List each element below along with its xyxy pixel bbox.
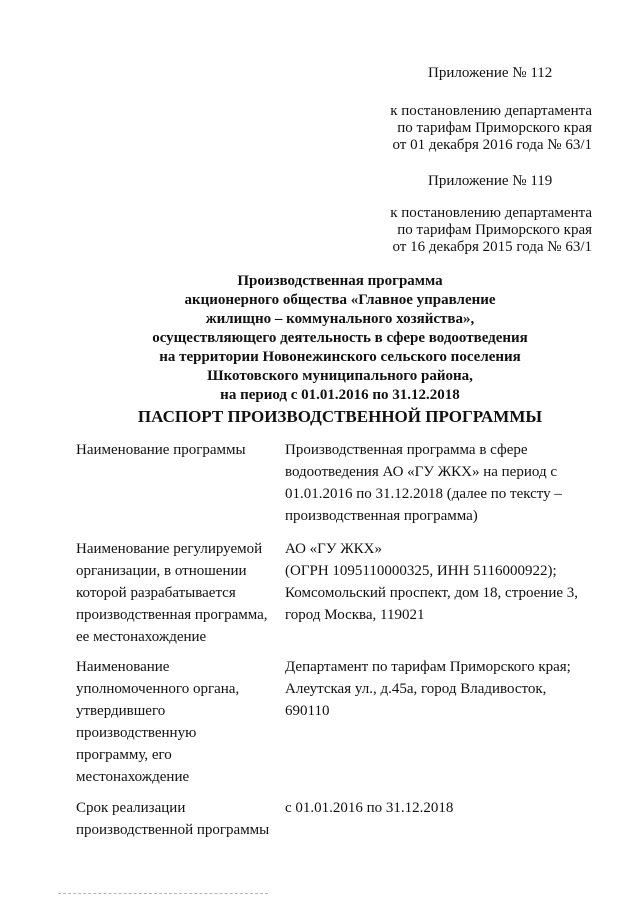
- reference-line: к постановлению департамента: [390, 205, 592, 221]
- passport-row-label: [76, 439, 276, 461]
- program-title-line: акционерного общества «Главное управление: [184, 292, 496, 308]
- label-line: местонахождение: [76, 769, 190, 785]
- program-title-line: на территории Новонежинского сельского поселения: [159, 349, 521, 365]
- value-line: Комсомольский проспект, дом 18, строение 3,: [285, 585, 579, 601]
- passport-row-label: [76, 538, 276, 648]
- label-line: Срок реализации: [76, 800, 186, 816]
- program-title-line: Производственная программа: [237, 273, 443, 289]
- label-line: Наименование программы: [76, 442, 246, 458]
- value-line: с 01.01.2016 по 31.12.2018: [285, 800, 454, 816]
- label-line: которой разрабатывается: [76, 585, 236, 601]
- value-line: производственная программа): [285, 508, 478, 524]
- label-line: производственную: [76, 725, 197, 741]
- value-line: Производственная программа в сфере: [285, 442, 528, 458]
- program-title-line: осуществляющего деятельность в сфере водоотведения: [152, 330, 528, 346]
- passport-row-label: [76, 656, 276, 788]
- passport-heading: ПАСПОРТ ПРОИЗВОДСТВЕННОЙ ПРОГРАММЫ: [137, 407, 543, 426]
- label-line: Наименование регулируемой: [76, 541, 263, 557]
- label-line: программу, его: [76, 747, 172, 763]
- program-title-line: жилищно – коммунального хозяйства»,: [205, 311, 475, 327]
- passport-row-label: [76, 797, 276, 841]
- footer-divider: [58, 893, 268, 894]
- value-line: Департамент по тарифам Приморского края;: [285, 659, 571, 675]
- appendix-112-title: Приложение № 112: [428, 65, 553, 81]
- label-line: производственная программа,: [76, 607, 268, 623]
- passport-row-value: [285, 439, 585, 527]
- label-line: уполномоченного органа,: [76, 681, 240, 697]
- value-line: Алеутская ул., д.45а, город Владивосток,: [285, 681, 547, 697]
- program-title-line: Шкотовского муниципального района,: [207, 368, 473, 384]
- passport-row-value: [285, 797, 585, 819]
- reference-line: к постановлению департамента: [390, 103, 592, 119]
- value-line: 01.01.2016 по 31.12.2018 (далее по тексту –: [285, 486, 562, 502]
- program-title: [120, 272, 560, 405]
- passport-row-value: [285, 538, 585, 626]
- appendix-119-reference: [390, 205, 592, 256]
- appendix-112-reference: [390, 103, 592, 154]
- reference-line: по тарифам Приморского края: [397, 120, 592, 136]
- reference-line: по тарифам Приморского края: [397, 222, 592, 238]
- value-line: АО «ГУ ЖКХ»: [285, 541, 382, 557]
- reference-line: от 16 декабря 2015 года № 63/1: [392, 239, 592, 255]
- appendix-119-title: Приложение № 119: [428, 173, 553, 189]
- label-line: ее местонахождение: [76, 629, 207, 645]
- value-line: (ОГРН 1095110000325, ИНН 5116000922);: [285, 563, 557, 579]
- value-line: 690110: [285, 703, 330, 719]
- program-title-line: на период с 01.01.2016 по 31.12.2018: [220, 387, 460, 403]
- value-line: город Москва, 119021: [285, 607, 425, 623]
- label-line: производственной программы: [76, 822, 270, 838]
- value-line: водоотведения АО «ГУ ЖКХ» на период с: [285, 464, 557, 480]
- label-line: организации, в отношении: [76, 563, 247, 579]
- reference-line: от 01 декабря 2016 года № 63/1: [392, 137, 592, 153]
- passport-row-value: [285, 656, 585, 722]
- label-line: Наименование: [76, 659, 170, 675]
- label-line: утвердившего: [76, 703, 166, 719]
